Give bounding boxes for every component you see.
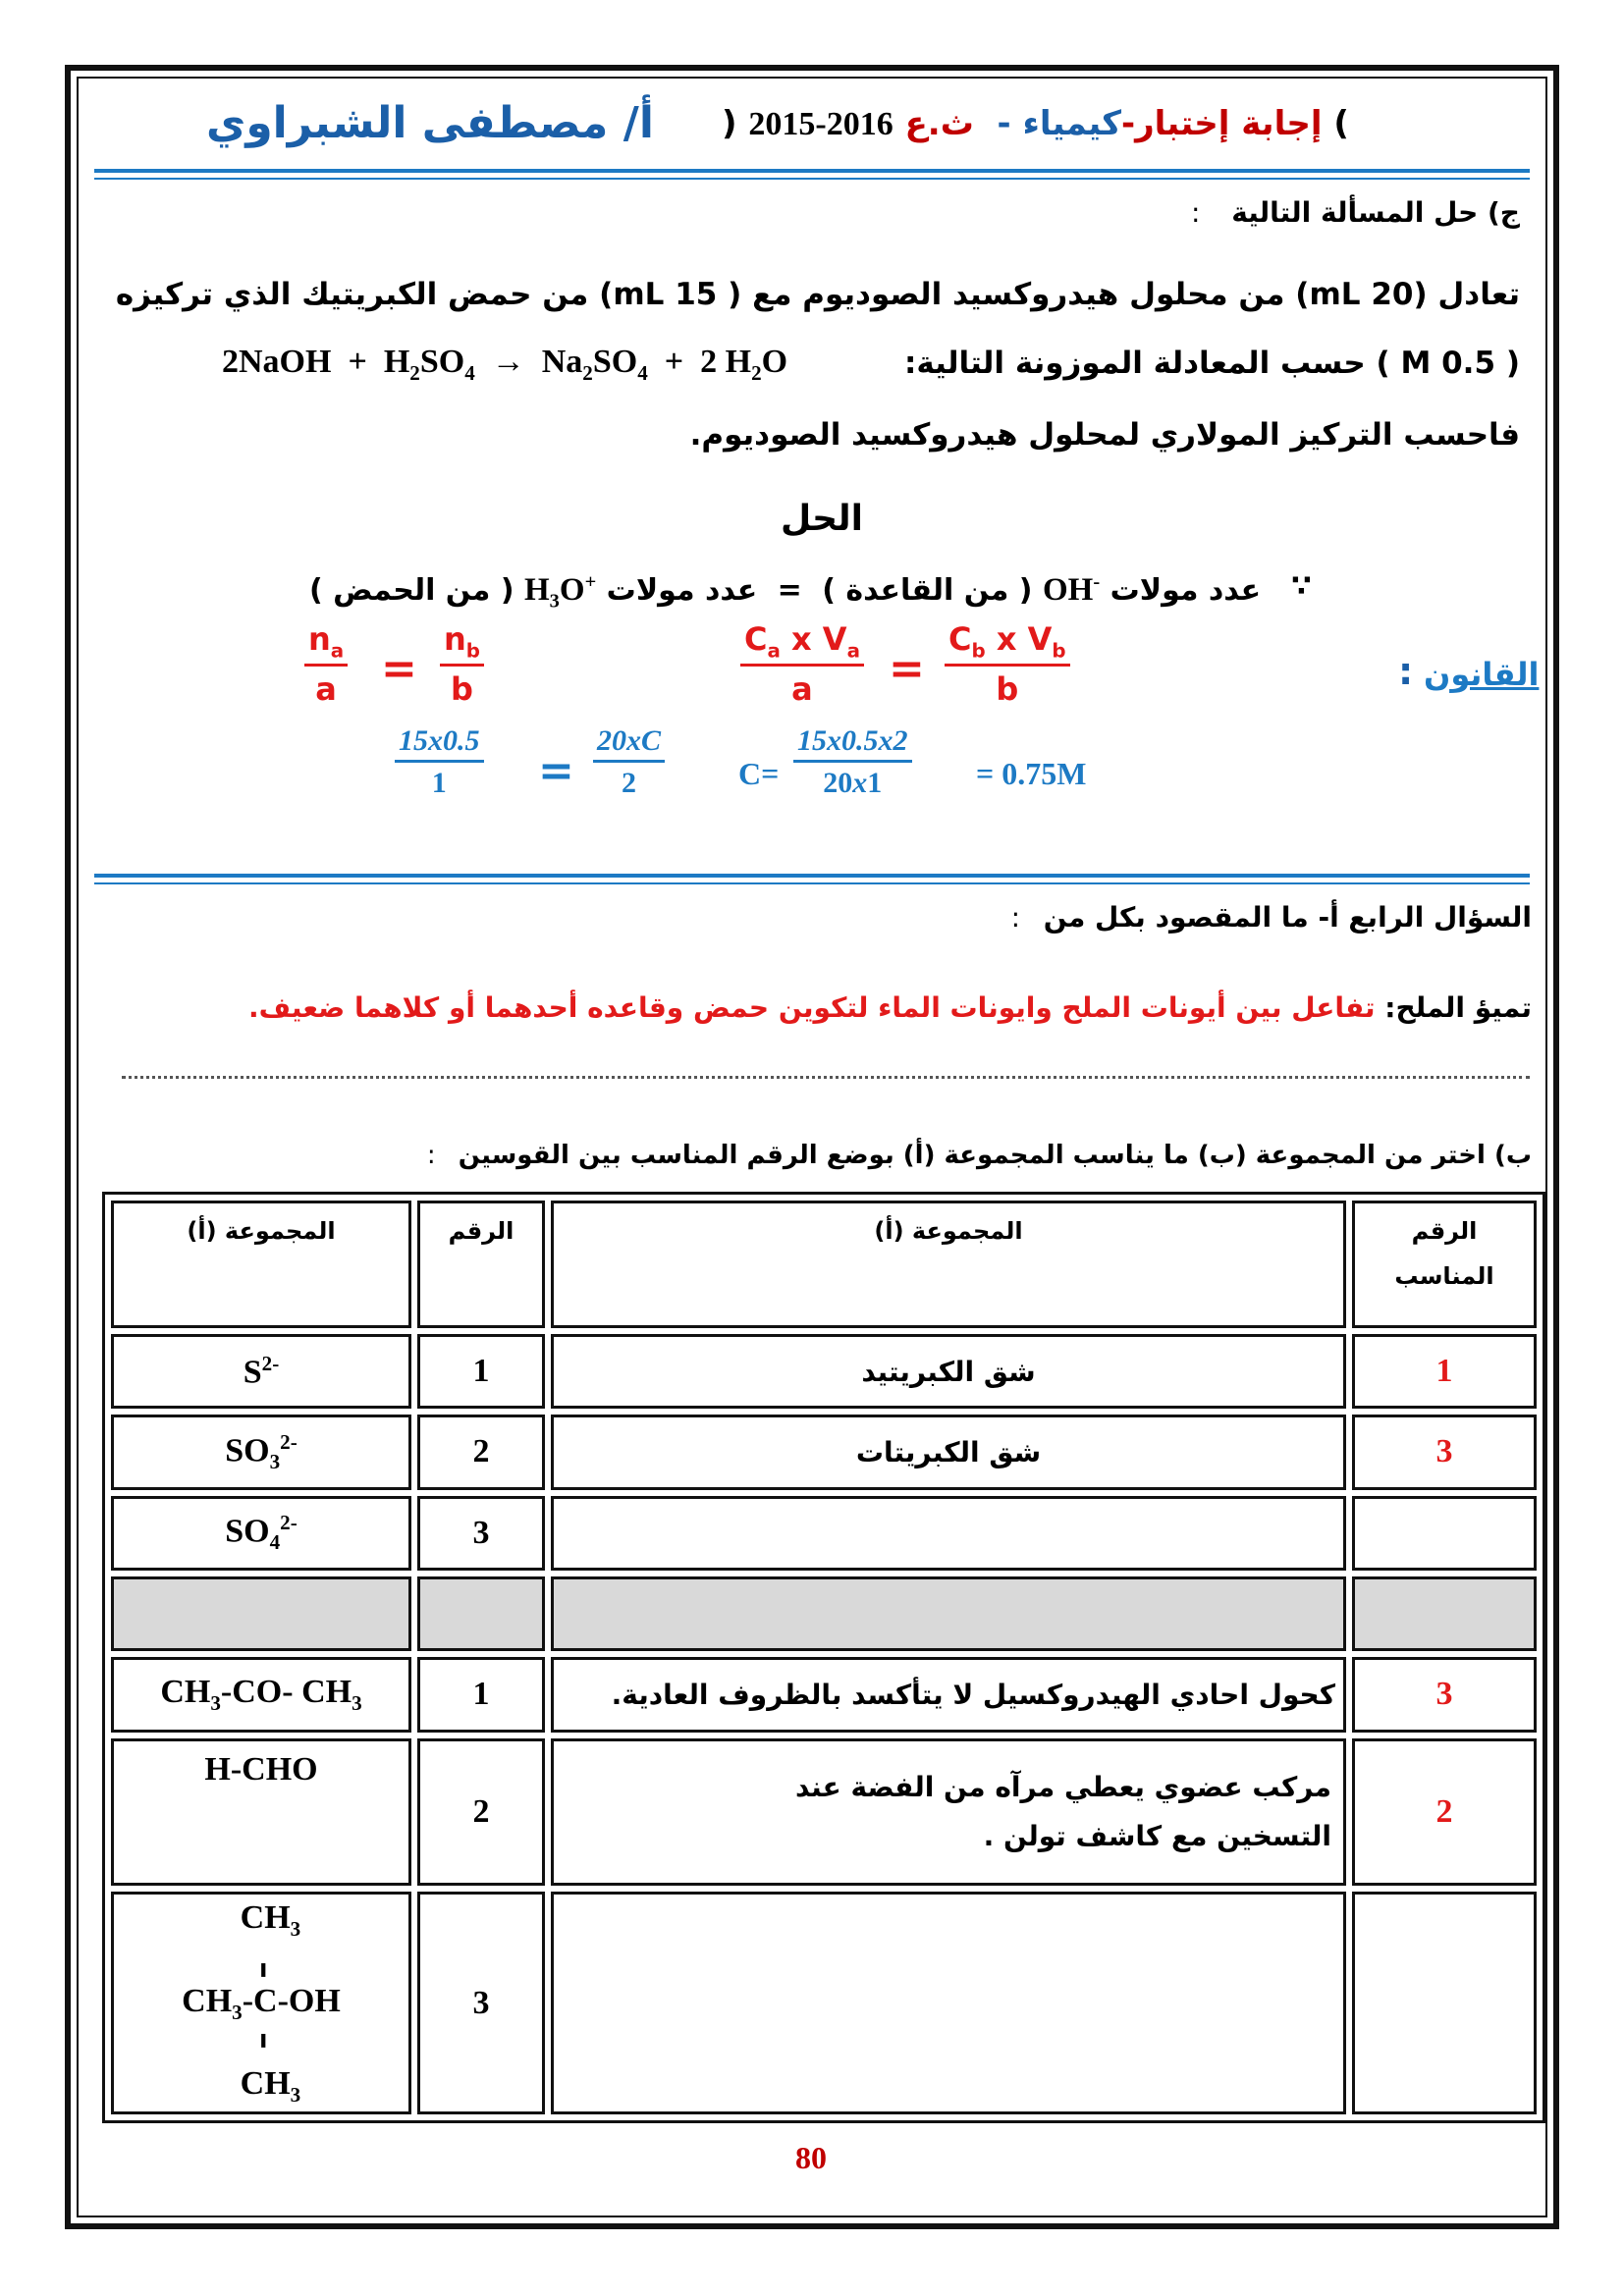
header-rule-thin (94, 178, 1530, 180)
q4-heading: السؤال الرابع أ- ما المقصود بكل من : (1010, 901, 1532, 934)
formula-cb-vb-over-b: $\frac{C_b x V_b}{b}$ (945, 620, 1070, 708)
answer-cell: 3 (1352, 1415, 1537, 1489)
calc-c-prefix: C= (738, 756, 780, 791)
calc-frac-result: $\frac{15x0.5x2}{20x1}$ (793, 724, 912, 800)
title-level: ث.ع (904, 104, 974, 143)
table-row (111, 1738, 1537, 1887)
table-separator-row (111, 1576, 1537, 1651)
term-definition: تفاعل بين أيونات الملح وايونات الماء لتكوين حمض وقاعده أحدهما أو كلاهما ضعيف. (247, 991, 1376, 1024)
table-row (111, 1657, 1537, 1732)
title-subject: كيمياء - (985, 104, 1121, 143)
answer-cell: 3 (1352, 1657, 1537, 1732)
dotted-answer-line (122, 1076, 1530, 1079)
law-label: القانون (1424, 656, 1540, 693)
header-group-a-mid: المجموعة (أ) (551, 1201, 1346, 1328)
answer-cell: 1 (1352, 1334, 1537, 1409)
table-row (111, 1334, 1537, 1409)
title-exam: إجابة إختبار- (1120, 104, 1323, 143)
matching-table (102, 1192, 1545, 2123)
title-years: 2015-2016 (748, 106, 893, 142)
statement-cell: مركب عضوي يعطي مرآه من الفضة عند التسخين مع كاشف تولن . (551, 1738, 1346, 1887)
table-row (111, 1415, 1537, 1489)
table-row (111, 1496, 1537, 1571)
header-title (722, 104, 1349, 143)
moles-equality: ( من الحمض ) $H_3O^+$ عدد مولات = ( من القاعدة ) OH- عدد مولات (309, 571, 1262, 613)
balanced-equation: 2NaOH + $H_2SO_4 \to Na_2SO_4 + 2$ $H_2O$ (222, 344, 788, 385)
statement-cell (551, 1892, 1346, 2114)
section-rule-thin (94, 882, 1530, 884)
calc-frac-left: $\frac{15x0.5}{1}$ (395, 724, 484, 800)
term-label: تميؤ الملح: (1384, 991, 1532, 1024)
formula-cell: H-CHO (111, 1738, 411, 1887)
number-cell: 2 (417, 1738, 545, 1887)
answer-cell: 2 (1352, 1738, 1537, 1887)
problem-label: ج) حل المسألة التالية : (1191, 196, 1520, 229)
calc-result: = 0.75M (976, 756, 1087, 791)
solution-title: الحل (781, 499, 863, 539)
header-group-a-right: المجموعة (أ) (111, 1201, 411, 1328)
number-cell: 3 (417, 1892, 545, 2114)
number-cell: 1 (417, 1334, 545, 1409)
statement-cell: شق الكبريتات (551, 1415, 1346, 1489)
because-symbol: ∵ (1291, 569, 1312, 604)
law-colon: : (1398, 650, 1414, 693)
number-cell: 1 (417, 1657, 545, 1732)
answer-cell (1352, 1496, 1537, 1571)
table-header-row (111, 1201, 1537, 1328)
title-close: ) (722, 104, 737, 143)
formula-equals-2: = (889, 644, 925, 694)
q4-part-b: ب) اختر من المجموعة (ب) ما يناسب المجموعة (أ) بوضع الرقم المناسب بين القوسين : (426, 1141, 1532, 1170)
formula-cell: $S^{2-}$ (111, 1334, 411, 1409)
header-number: الرقم (417, 1201, 545, 1328)
statement-cell: كحول احادي الهيدروكسيل لا يتأكسد بالظروف العادية. (551, 1657, 1346, 1732)
page-number: 80 (795, 2140, 827, 2175)
header-matching-number: الرقم المناسب (1352, 1201, 1537, 1328)
problem-line-2: ( 0.5 M ) حسب المعادلة الموزونة التالية: (903, 346, 1520, 381)
number-cell: 2 (417, 1415, 545, 1489)
formula-na-over-a: $\frac{n_a}{a}$ (304, 620, 348, 708)
q4-definition-line (248, 991, 1532, 1024)
formula-equals-1: = (381, 644, 417, 694)
formula-cell: $CH_3-CO-$ $CH_3$ (111, 1657, 411, 1732)
statement-cell (551, 1496, 1346, 1571)
formula-nb-over-b: $\frac{n_b}{b}$ (440, 620, 484, 708)
formula-ca-va-over-a: $\frac{C_a x V_a}{a}$ (740, 620, 864, 708)
calc-equals: = (538, 746, 574, 796)
problem-line-1: تعادل (20 mL) من محلول هيدروكسيد الصوديوم مع ( 15 mL) من حمض الكبريتيك الذي تركيزه (115, 277, 1520, 312)
tert-butanol-structure: $CH_3$ ╻ $CH_3-C-OH$ ╹ $CH_3$ (182, 1898, 341, 2108)
teacher-name: أ/ مصطفى الشبراوي (206, 98, 654, 148)
header-rule (94, 169, 1530, 173)
formula-cell: $SO_4^{2-}$ (111, 1496, 411, 1571)
formula-cell-structure (111, 1892, 411, 2114)
section-rule (94, 874, 1530, 878)
problem-line-3: فاحسب التركيز المولاري لمحلول هيدروكسيد الصوديوم. (689, 417, 1520, 453)
statement-cell: شق الكبريتيد (551, 1334, 1346, 1409)
table-row (111, 1892, 1537, 2114)
answer-cell (1352, 1892, 1537, 2114)
number-cell: 3 (417, 1496, 545, 1571)
title-open: ( (1333, 104, 1349, 143)
formula-cell: $SO_3^{2-}$ (111, 1415, 411, 1489)
calc-frac-right: $\frac{20xC}{2}$ (593, 724, 665, 800)
